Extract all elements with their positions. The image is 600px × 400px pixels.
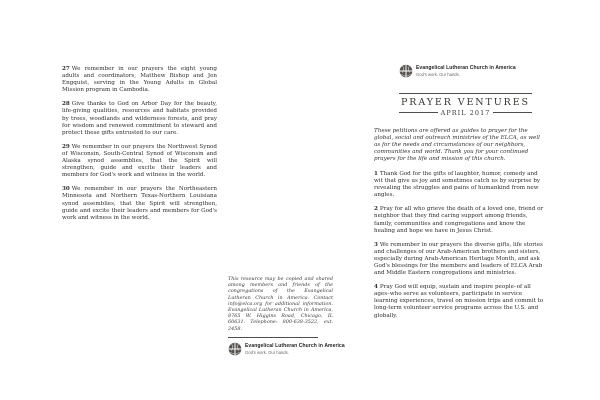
paragraph-text: Pray for all who grieve the death of a loved one, friend or neighbor that they find caring support among friends, family, communities and congregations and know the healing and hope we have in Jesus Christ.	[374, 206, 544, 234]
copyright-note: This resource may be copied and shared among members and friends of the congregations of the Evangelical Lutheran Church in America. Contact info@elca.org for additional information. Evangelical Lutheran Church in America, 8765 W. Higgins Road, Chicago, IL 60631. Telephone: 800-638-3522, ext. 2458.	[228, 276, 333, 332]
elca-logo	[228, 342, 345, 356]
prayer-paragraph	[374, 171, 546, 199]
paragraph-text: We remember in our prayers the Northwest Synod of Wisconsin, South-Central Synod of Wisconsin and Alaska synod assemblies, that the Spirit will strengthen, guide and excite their leaders and members for God's work and witness in the world.	[62, 143, 217, 179]
page-subtitle: APRIL 2017	[440, 108, 491, 117]
prayer-paragraph	[62, 66, 217, 94]
day-number: 2	[374, 206, 378, 213]
prayer-paragraph	[374, 242, 546, 277]
intro-text: These petitions are offered as guides to prayer for the global, social and outreach ministries of the ELCA, as well as for the needs and circumstances of our neighbors, communities and world. Thank you for your continued prayers for the life and mission of this church.	[374, 127, 540, 162]
paragraph-text: Pray God will equip, sustain and inspire people–of all ages–who serve as volunteers, participate in service learning experiences, travel on mission trips and commit to long-term volunteer service programs across the U.S. and globally.	[374, 284, 544, 319]
left-page-column	[62, 66, 217, 229]
masthead	[399, 93, 532, 117]
petitions-list	[374, 171, 546, 320]
day-number: 29	[62, 143, 70, 150]
logo-text	[245, 343, 345, 355]
elca-logo	[399, 64, 546, 78]
right-page-column	[374, 64, 546, 327]
divider-rule	[228, 337, 318, 338]
org-name: Evangelical Lutheran Church in America	[416, 65, 516, 71]
org-name: Evangelical Lutheran Church in America	[245, 342, 345, 349]
paragraph-text: We remember in our prayers the eight young adults and coordinators, Matthew Bishop and Jen Engquist, serving in the Young Adults in Global Mission program in Cambodia.	[62, 66, 217, 94]
masthead-rule	[399, 93, 532, 94]
paragraph-text: We remember in our prayers the Northeastern Minnesota and Northern Texas-Northern Louisiana synod assemblies, that the Spirit will strengthen, guide and excite their leaders and members for God's work and witness in the world.	[62, 186, 217, 221]
elca-emblem-icon	[228, 342, 242, 356]
page-title: PRAYER VENTURES	[401, 96, 530, 108]
org-tagline: God's work. Our hands.	[416, 72, 460, 77]
elca-emblem-icon	[399, 64, 413, 78]
paragraph-text: Thank God for the gifts of laughter, humor, comedy and wit that give us joy and sometimes catch us by surprise by revealing the struggles and pains of humankind from new angles.	[374, 170, 541, 199]
subtitle-dash-left	[399, 112, 438, 113]
day-number: 4	[374, 284, 378, 291]
prayer-paragraph	[62, 101, 217, 136]
paragraph-text: Give thanks to God on Arbor Day for the beauty, life-giving qualities, resources and habitats provided by trees, woodlands and wilderness forests, and pray for wisdom and renewed commitment to steward and protect these gifts entrusted to our care.	[62, 101, 217, 136]
prayer-paragraph	[62, 144, 217, 179]
prayer-paragraph	[374, 284, 546, 319]
org-tagline: God's work. Our hands.	[245, 349, 289, 355]
prayer-paragraph	[62, 186, 217, 221]
day-number: 28	[62, 101, 70, 108]
copyright-block	[228, 276, 345, 356]
subtitle-dash-right	[493, 112, 532, 113]
logo-text	[416, 65, 516, 77]
day-number: 30	[62, 186, 70, 193]
paragraph-text: We remember in our prayers the diverse gifts, life stories and challenges of our Arab-American brothers and sisters, especially during Arab-American Heritage Month, and ask God's blessings for the members and leaders of ELCA Arab and Middle Eastern congregations and ministries.	[374, 241, 543, 277]
page-subtitle-row	[399, 109, 532, 117]
day-number: 27	[62, 66, 70, 72]
prayer-paragraph	[374, 206, 546, 234]
day-number: 3	[374, 241, 378, 248]
day-number: 1	[374, 170, 378, 177]
